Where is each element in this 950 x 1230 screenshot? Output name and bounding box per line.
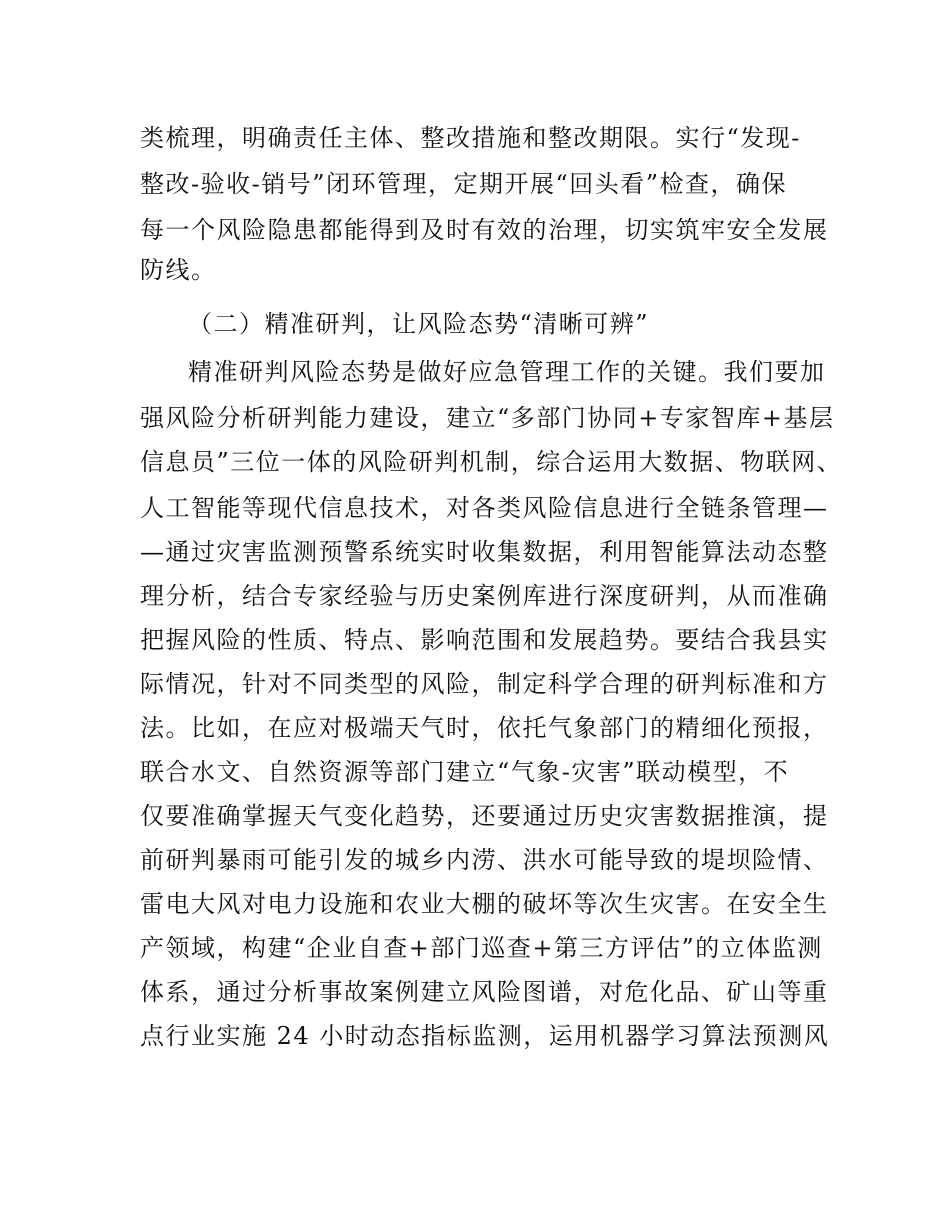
text-line: 强风险分析研判能力建设，建立“多部门协同+专家智库+基层 [140, 404, 835, 432]
text-line: 法。比如，在应对极端天气时，依托气象部门的精细化预报， [140, 714, 829, 742]
text-line: 仅要准确掌握天气变化趋势，还要通过历史灾害数据推演，提 [140, 802, 829, 830]
section-heading: （二）精准研判，让风险态势“清晰可辨” [188, 310, 650, 338]
text-line: 联合水文、自然资源等部门建立“气象-灾害”联动模型，不 [140, 758, 790, 786]
text-line: 理分析，结合专家经验与历史案例库进行深度研判，从而准确 [140, 582, 829, 610]
text-line: 信息员”三位一体的风险研判机制，综合运用大数据、物联网、 [140, 448, 843, 476]
text-line: 前研判暴雨可能引发的城乡内涝、洪水可能导致的堤坝险情、 [140, 846, 829, 874]
text-line: 产领域，构建“企业自查+部门巡查+第三方评估”的立体监测 [140, 934, 823, 962]
text-line: 体系，通过分析事故案例建立风险图谱，对危化品、矿山等重 [140, 978, 829, 1006]
text-line: 点行业实施 24 小时动态指标监测，运用机器学习算法预测风 [140, 1022, 830, 1050]
text-line: 雷电大风对电力设施和农业大棚的破坏等次生灾害。在安全生 [140, 890, 829, 918]
text-line: —通过灾害监测预警系统实时收集数据，利用智能算法动态整 [140, 538, 829, 566]
text-line: 人工智能等现代信息技术，对各类风险信息进行全链条管理— [140, 494, 829, 522]
text-line: 际情况，针对不同类型的风险，制定科学合理的研判标准和方 [140, 670, 829, 698]
paragraph-first-line: 精准研判风险态势是做好应急管理工作的关键。我们要加 [188, 358, 826, 386]
text-line: 类梳理，明确责任主体、整改措施和整改期限。实行“发现- [140, 124, 801, 152]
text-line: 每一个风险隐患都能得到及时有效的治理，切实筑牢安全发展 [140, 216, 829, 244]
text-line: 整改-验收-销号”闭环管理，定期开展“回头看”检查，确保 [140, 170, 788, 198]
text-line: 防线。 [140, 256, 217, 284]
text-line: 把握风险的性质、特点、影响范围和发展趋势。要结合我县实 [140, 626, 829, 654]
